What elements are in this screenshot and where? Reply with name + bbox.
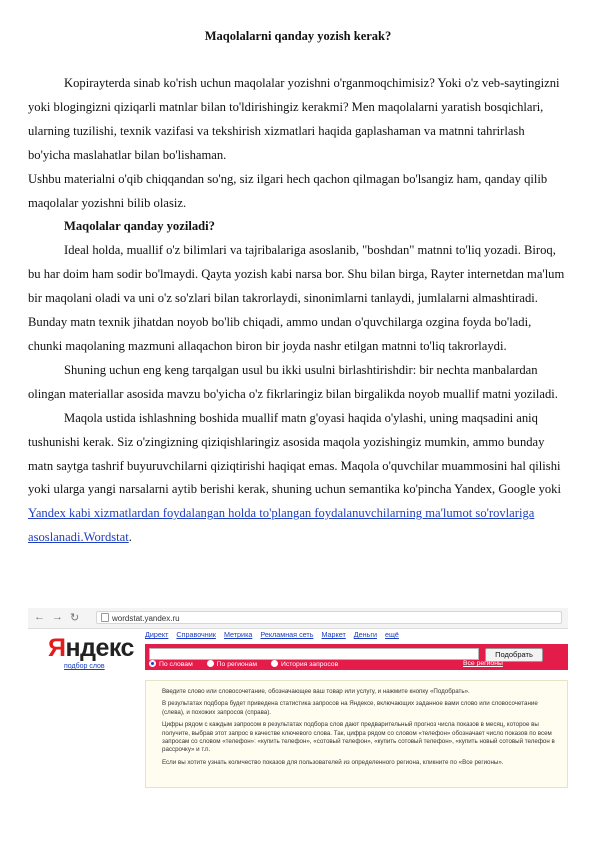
paragraph-ideal: Ideal holda, muallif o'z bilimlari va tajribalariga asoslanib, "boshdan" matnni to'liq yozadi. Biroq, bu har doim ham sodir bo'lmaydi. Qayta yozish kabi narsa bor. Shu bilan birga, Rayter internetdan ma'lum bir maqolani oladi va uni o'z so'zlari bilan takrorlaydi, sinonimlarni tanlaydi, jumlalarni almashtiradi. Bunday matn texnik jihatdan noyob bo'lib chiqadi, ammo undan o'quvchilarga ozgina foyda bo'ladi, chunki maqolaning mazmuni allaqachon biron bir joyda nashr etilgan matnni to'liq takrorlaydi. [28, 243, 565, 353]
radio-label: По словам [159, 661, 193, 668]
browser-toolbar [28, 608, 568, 629]
paragraph-idea [28, 407, 568, 550]
paragraph-method: Shuning uchun eng keng tarqalgan usul bu ikki usulni birlashtirishdir: bir nechta manbalardan olingan materiallar asosida mavzu bo'yicha o'z fikrlaringiz bilan birgalikda noyob muallif matni yoziladi. [28, 362, 558, 401]
all-regions-link[interactable]: Все регионы [463, 660, 503, 667]
info-text: Если вы хотите узнать количество показов для пользователей из определенного региона, кликните по «Все регионы». [162, 758, 504, 766]
search-mode-radios [149, 660, 350, 668]
yandex-logo-area [48, 633, 138, 670]
search-panel [145, 644, 568, 670]
radio-selected-icon [149, 660, 156, 667]
forward-arrow-icon[interactable]: → [52, 611, 63, 623]
menu-item-ad-network[interactable]: Рекламная сеть [260, 630, 314, 639]
radio-label: По регионам [216, 661, 258, 668]
logo-text: ндекс [65, 634, 134, 662]
section-heading: Maqolalar qanday yoziladi? [64, 219, 215, 234]
document-title: Maqolalarni qanday yozish kerak? [204, 29, 392, 43]
menu-item-direct[interactable]: Директ [145, 630, 169, 639]
wordstat-link[interactable]: Yandex kabi xizmatlardan foydalangan holda to'plangan foydalanuvchilarning ma'lumot so'rovlariga asoslanadi.Wordstat [28, 506, 535, 545]
paragraph-idea-text: Maqola ustida ishlashning boshida muallif matn g'oyasi haqida o'ylashi, uning maqsadini aniq tushunishi kerak. Siz o'zingizning qiziqishlaringiz asosida maqola yozishingiz mumkin, ammo bunday matn saytga tashrif buyuruvchilarni qiziqtirishi haqiqat emas. Maqola o'quvchilar muammosini hal qilishi yoki ularga yangi narsalarni aytib berishi kerak, shuning uchun semantika ko'pincha Yandex, Google yoki [28, 410, 561, 497]
paragraph-summary: Ushbu materialni o'qib chiqqandan so'ng, siz ilgari hech qachon qilmagan bo'lsangiz ham, qanday qilib maqolalar yozishni bilib olasiz. [28, 171, 548, 210]
document-body [28, 72, 568, 550]
page-icon [101, 613, 109, 622]
menu-item-market[interactable]: Маркет [321, 630, 346, 639]
services-menu [145, 630, 405, 639]
reload-icon[interactable]: ↻ [70, 612, 80, 624]
menu-item-more[interactable]: ещё [385, 630, 399, 639]
back-arrow-icon[interactable]: ← [34, 611, 45, 623]
menu-item-money[interactable]: Деньги [353, 630, 378, 639]
info-box [145, 680, 568, 788]
wordstat-screenshot [28, 608, 568, 789]
radio-icon [271, 660, 278, 667]
menu-item-metrika[interactable]: Метрика [223, 630, 253, 639]
radio-by-regions[interactable] [207, 660, 257, 668]
info-text: Цифры рядом с каждым запросом в результатах подбора слов дают предварительный прогноз числа показов в месяц, которое вы получите, выбрав этот запрос в качестве ключевого слова. Так, цифра рядом со словом «телефон» обозначает число показов по всем запросам со словом «телефон»: «купить телефон», «сотовый телефон», «купить сотовый телефон», «купить новый сотовый телефон в рассрочку» и т.п. [162, 721, 555, 754]
address-url: wordstat.yandex.ru [112, 614, 180, 623]
radio-query-history[interactable] [271, 660, 338, 668]
logo-letter: Я [48, 634, 66, 662]
search-button[interactable]: Подобрать [485, 648, 543, 662]
paragraph-idea-end: . [128, 530, 132, 545]
radio-label: История запросов [280, 661, 339, 668]
radio-by-words[interactable] [149, 660, 193, 668]
info-text: В результатах подбора будет приведена статистика запросов на Яндексе, включающих заданное вами слово или словосочетание (слева), и похожих запросов (справа). [162, 700, 538, 716]
paragraph-intro: Kopirayterda sinab ko'rish uchun maqolalar yozishni o'rganmoqchimisiz? Yoki o'z veb-saytingizni yoki blogingizni qiziqarli matnlar bilan to'ldirishingiz kerakmi? Men maqolalarni yaratish bosqichlari, ularning tuzilishi, texnik vazifasi va tekshirish xizmatlari haqida gaplashaman va matnni tahrirlash bo'yicha maslahatlar bilan bo'lishaman. [28, 76, 560, 162]
info-text: Введите слово или словосочетание, обозначающее ваш товар или услугу, и нажмите кнопку «Подобрать». [162, 688, 470, 695]
menu-item-directory[interactable]: Справочник [176, 630, 216, 639]
yandex-logo[interactable] [48, 633, 138, 663]
search-input[interactable] [149, 648, 479, 660]
radio-icon [207, 660, 214, 667]
logo-subtitle-link[interactable]: подбор слов [64, 663, 105, 670]
address-bar[interactable] [96, 611, 562, 624]
